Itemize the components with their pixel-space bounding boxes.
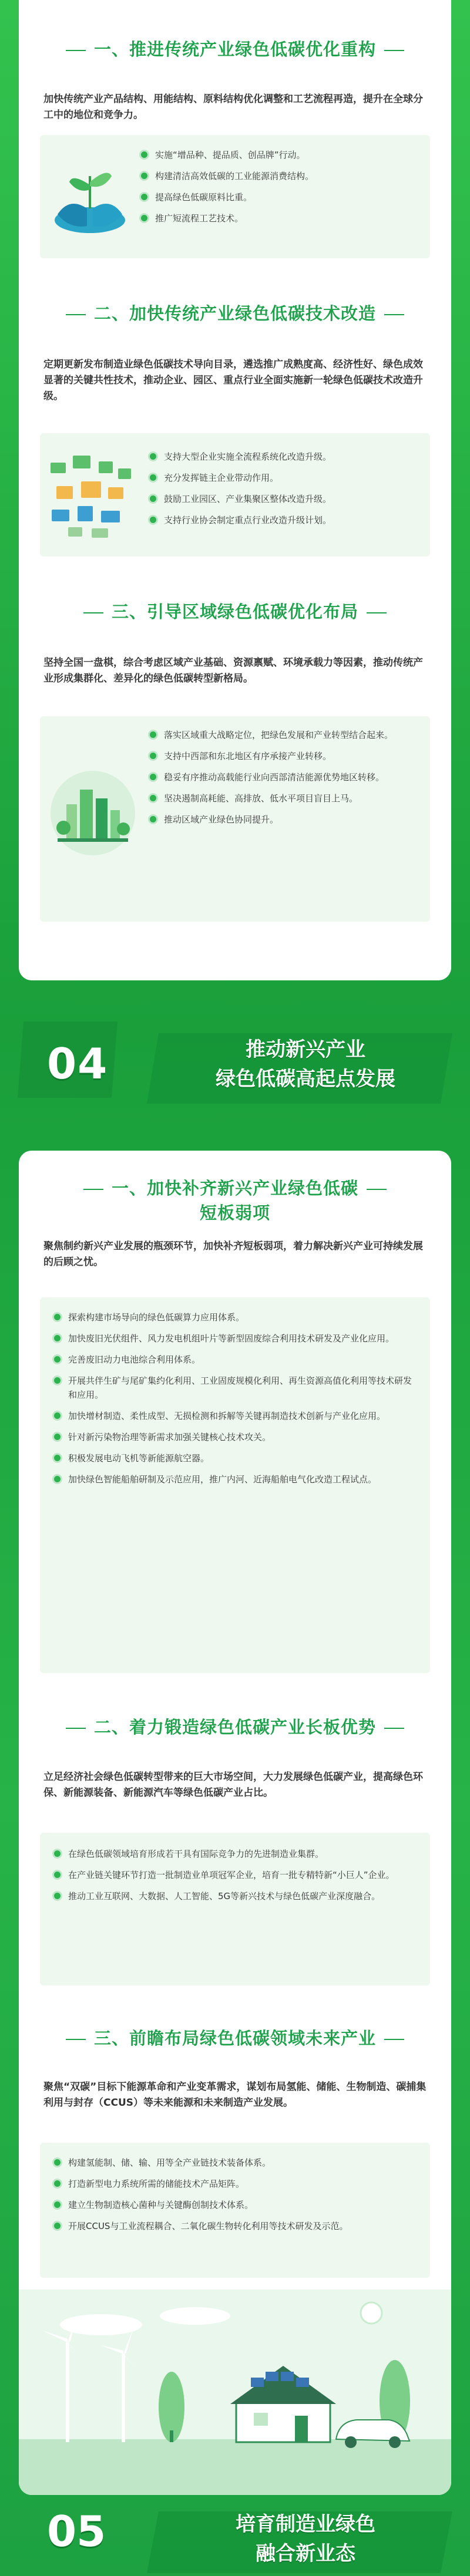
section2-intro: 定期更新发布制造业绿色低碳技术导向目录，遴选推广成熟度高、经济性好、绿色成效显著的关键共性技术，推动企业、园区、重点行业全面实施新一轮绿色低碳技术改造升级。 <box>43 359 423 402</box>
section5-intro: 立足经济社会绿色低碳转型带来的巨大市场空间，大力发展绿色低碳产业，提高绿色环保、新能源装备、新能源汽车等绿色低碳产业占比。 <box>43 1771 423 1799</box>
list-item: 支持大型企业实施全流程系统化改造升级。 <box>149 450 425 464</box>
part4-number: 04 <box>47 1039 109 1088</box>
section4-title-line2: 短板弱项 <box>199 1203 270 1223</box>
list-item: 支持行业协会制定重点行业改造升级计划。 <box>149 513 425 527</box>
section1-bullets <box>140 148 416 232</box>
list-item: 提高绿色低碳原料比重。 <box>140 190 416 204</box>
part5-number: 05 <box>47 2507 106 2556</box>
list-item: 推动工业互联网、大数据、人工智能、5G等新兴技术与绿色低碳产业深度融合。 <box>53 1889 417 1903</box>
section4-bullets <box>53 1310 417 1493</box>
section5-bullets <box>53 1847 417 1910</box>
list-item: 积极发展电动飞机等新能源航空器。 <box>53 1451 417 1465</box>
green-city-icon <box>46 763 140 863</box>
list-item: 开展共伴生矿与尾矿集约化利用、工业固废规模化利用、再生资源高值化利用等技术研发和应用。 <box>53 1374 417 1402</box>
list-item: 支持中西部和东北地区有序承接产业转移。 <box>149 749 419 763</box>
section6-bullets <box>53 2156 417 2240</box>
list-item: 打造新型电力系统所需的储能技术产品矩阵。 <box>53 2177 417 2191</box>
section2-panel <box>40 433 430 557</box>
section6-title: 三、前瞻布局绿色低碳领域未来产业 <box>19 2025 451 2049</box>
hands-plant-icon <box>46 150 134 244</box>
section4-intro: 聚焦制约新兴产业发展的瓶颈环节，加快补齐短板弱项，着力解决新兴产业可持续发展的后顾之忧。 <box>43 1240 423 1268</box>
list-item: 实施“增品种、提品质、创品牌”行动。 <box>140 148 416 162</box>
section4-panel <box>40 1297 430 1673</box>
list-item: 完善废旧动力电池综合利用体系。 <box>53 1353 417 1367</box>
list-item: 建立生物制造核心菌种与关键酶创制技术体系。 <box>53 2198 417 2212</box>
section5-panel <box>40 1833 430 1985</box>
list-item: 坚决遏制高耗能、高排放、低水平项目盲目上马。 <box>149 791 419 805</box>
part4-title-line2: 绿色低碳高起点发展 <box>216 1067 395 1091</box>
list-item: 针对新污染物治理等新需求加强关键核心技术攻关。 <box>53 1430 417 1444</box>
list-item: 构建氢能制、储、输、用等全产业链技术装备体系。 <box>53 2156 417 2170</box>
section1-intro: 加快传统产业产品结构、用能结构、原料结构优化调整和工艺流程再造，提升在全球分工中的地位和竞争力。 <box>43 93 423 121</box>
section3-bullets <box>149 728 419 834</box>
section1-panel <box>40 135 430 258</box>
title-deco-right <box>384 50 404 51</box>
list-item: 充分发挥链主企业带动作用。 <box>149 471 425 485</box>
part5-title-line1: 培育制造业绿色 <box>236 2513 375 2536</box>
list-item: 构建清洁高效低碳的工业能源消费结构。 <box>140 169 416 183</box>
list-item: 推动区域产业绿色协同提升。 <box>149 812 419 827</box>
section4-title: 一、加快补齐新兴产业绿色低碳 <box>19 1175 451 1199</box>
section2-bullets <box>149 450 425 534</box>
section3-title: 三、引导区域绿色低碳优化布局 <box>19 599 451 623</box>
section6-intro: 聚焦“双碳”目标下能源革命和产业变革需求，谋划布局氢能、储能、生物制造、碳捕集利用与封存（CCUS）等未来能源和未来制造产业发展。 <box>43 2081 427 2109</box>
green-energy-illustration <box>19 2290 451 2495</box>
section6-panel <box>40 2143 430 2278</box>
list-item: 加快废旧光伏组件、风力发电机组叶片等新型固废综合利用技术研发及产业化应用。 <box>53 1331 417 1346</box>
list-item: 加快绿色智能船舶研制及示范应用，推广内河、近海船舶电气化改造工程试点。 <box>53 1472 417 1486</box>
factory-blocks-icon <box>45 445 139 545</box>
list-item: 鼓励工业园区、产业集聚区整体改造升级。 <box>149 492 425 506</box>
list-item: 开展CCUS与工业流程耦合、二氧化碳生物转化利用等技术研发及示范。 <box>53 2219 417 2233</box>
list-item: 在产业链关键环节打造一批制造业单项冠军企业，培育一批专精特新“小巨人”企业。 <box>53 1868 417 1882</box>
section3-panel <box>40 716 430 922</box>
list-item: 落实区域重大战略定位，把绿色发展和产业转型结合起来。 <box>149 728 419 742</box>
list-item: 推广短流程工艺技术。 <box>140 211 416 225</box>
part5-title-line2: 融合新业态 <box>256 2542 355 2565</box>
list-item: 在绿色低碳领域培育形成若干具有国际竞争力的先进制造业集群。 <box>53 1847 417 1861</box>
part3-card <box>19 0 451 980</box>
list-item: 稳妥有序推动高载能行业向西部清洁能源优势地区转移。 <box>149 770 419 784</box>
list-item: 探索构建市场导向的绿色低碳算力应用体系。 <box>53 1310 417 1324</box>
part4-title-line1: 推动新兴产业 <box>246 1038 365 1061</box>
section5-title: 二、着力锻造绿色低碳产业长板优势 <box>19 1714 451 1738</box>
section2-title: 二、加快传统产业绿色低碳技术改造 <box>19 301 451 325</box>
section1-title: 一、推进传统产业绿色低碳优化重构 <box>19 36 451 60</box>
list-item: 加快增材制造、柔性成型、无损检测和拆解等关键再制造技术创新与产业化应用。 <box>53 1409 417 1423</box>
title-deco-left <box>66 50 86 51</box>
part4-card <box>19 1151 451 2495</box>
section3-intro: 坚持全国一盘棋，综合考虑区域产业基础、资源禀赋、环境承载力等因素，推动传统产业形成集群化、差异化的绿色低碳转型新格局。 <box>43 657 423 685</box>
